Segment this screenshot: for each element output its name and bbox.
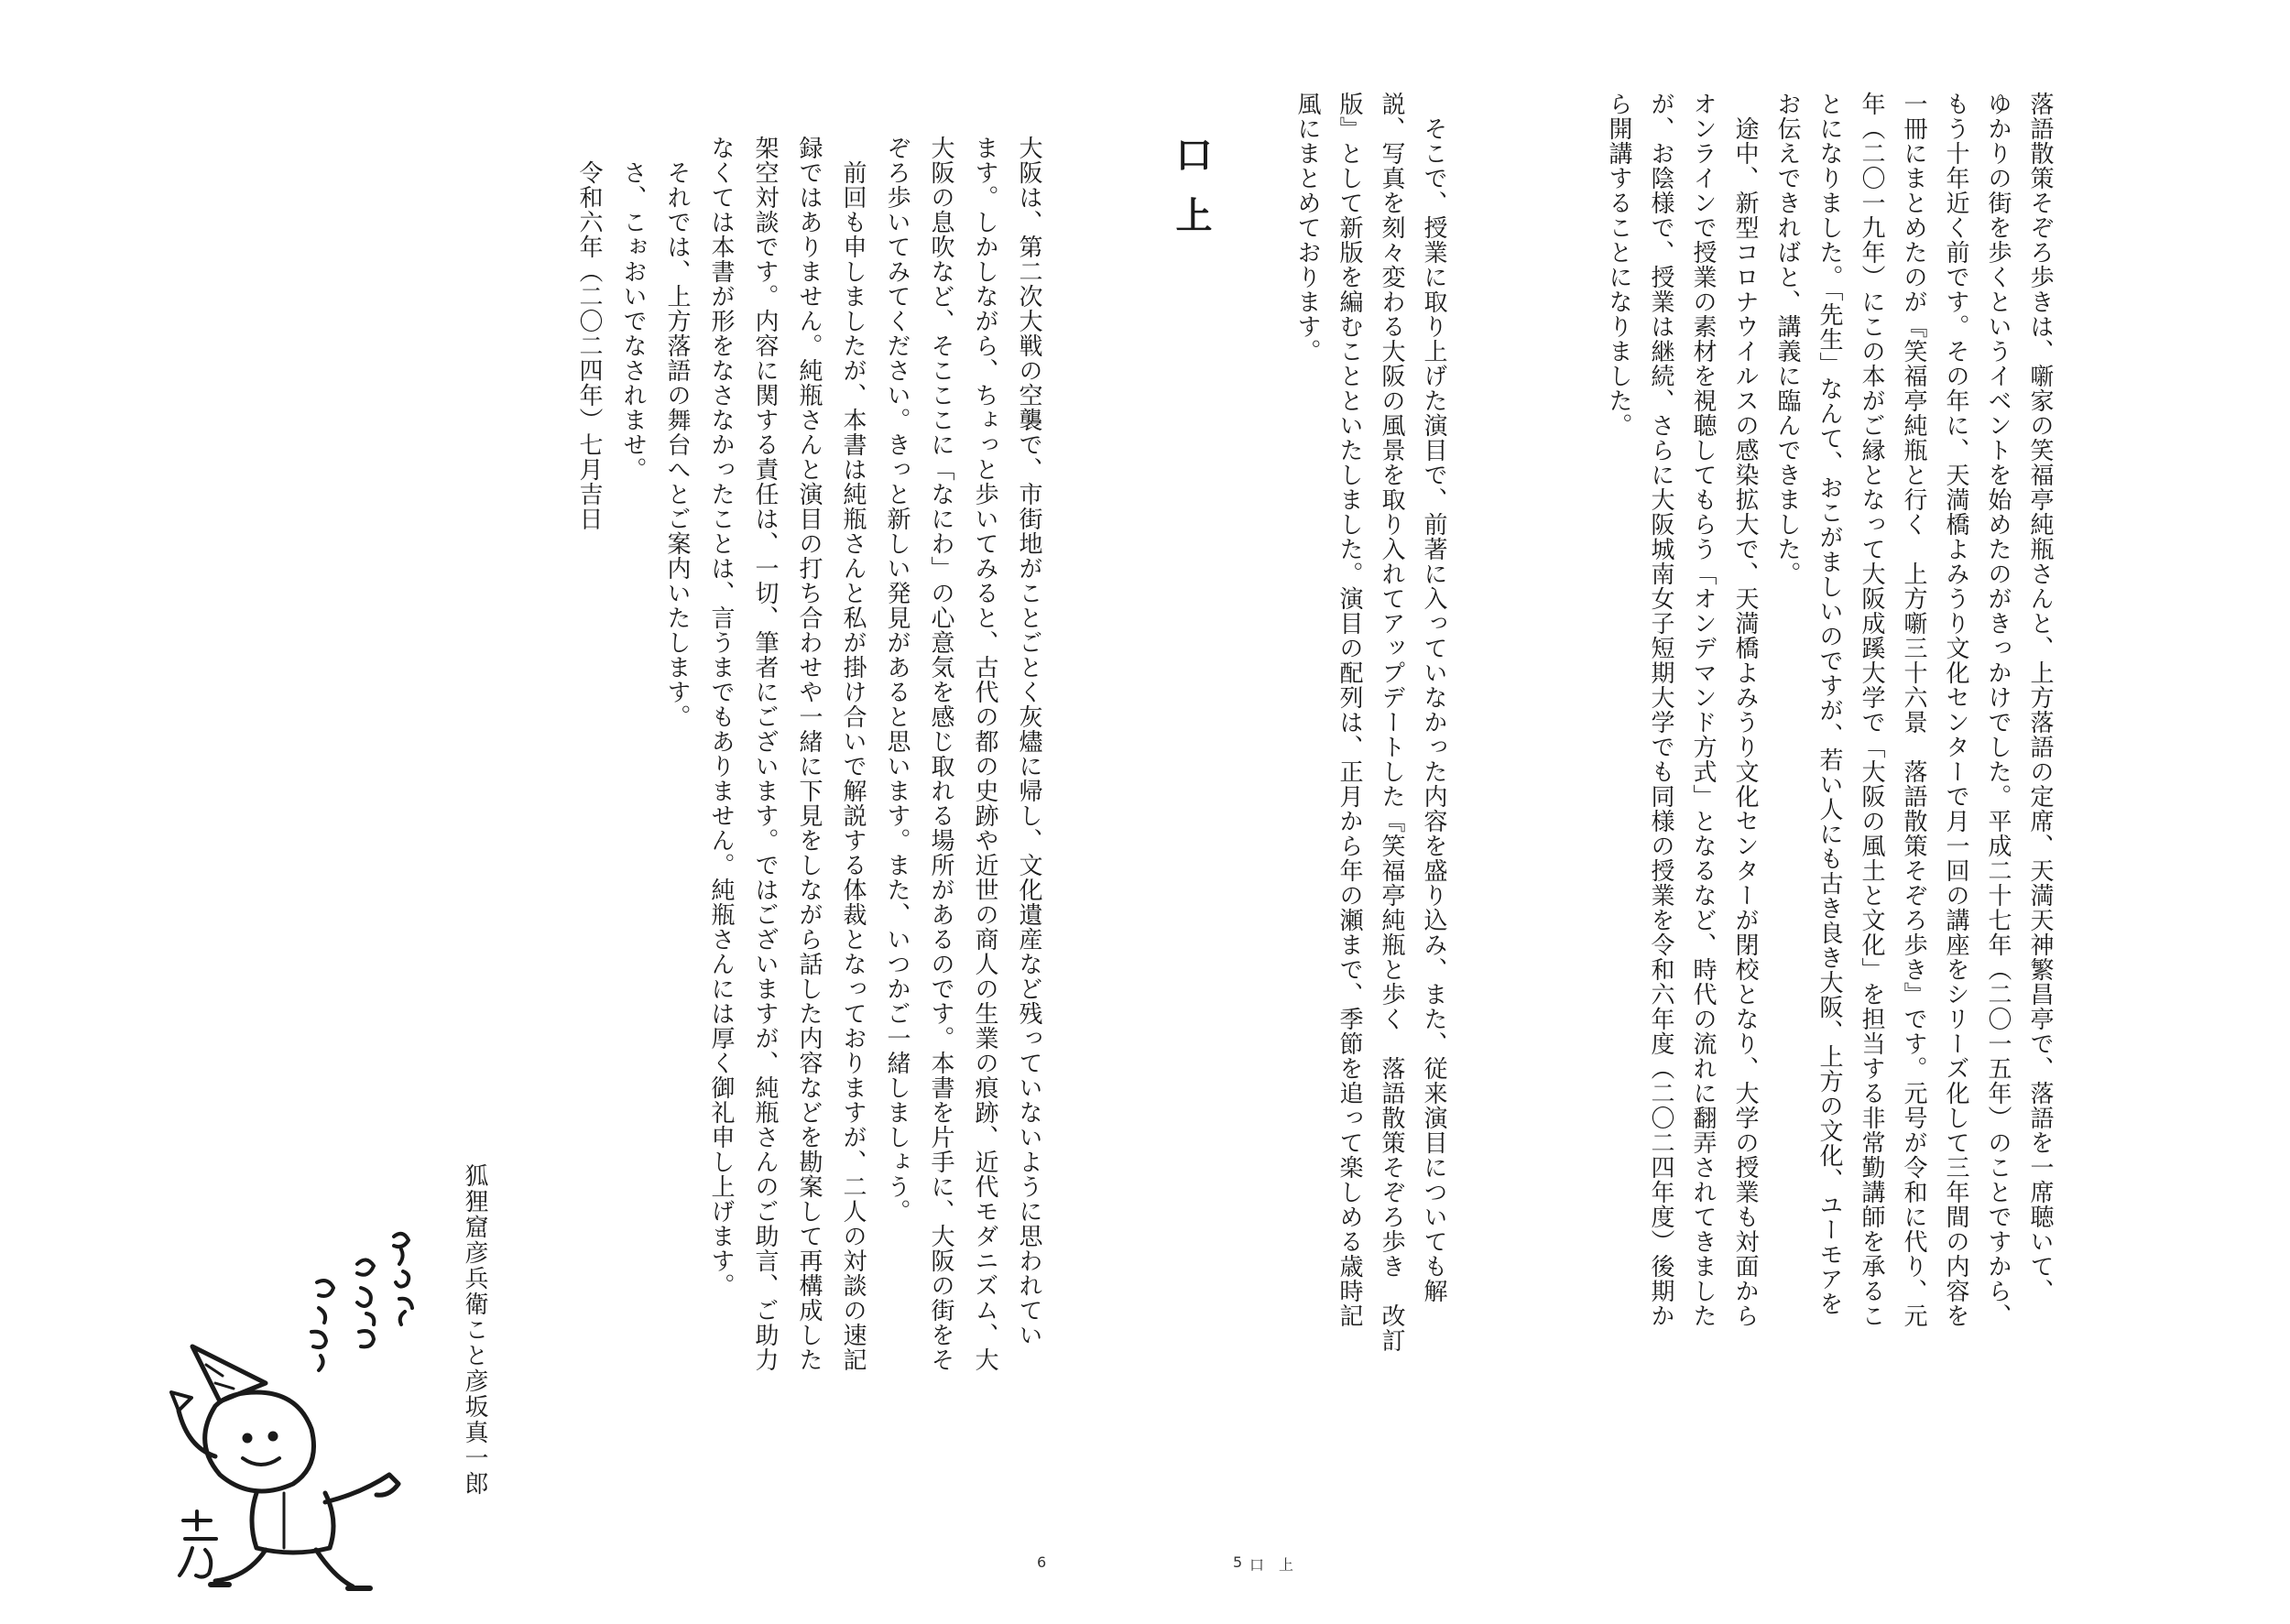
text-line: それでは、上方落語の舞台へとご案内いたします。	[663, 136, 691, 729]
text-line: 架空対談です。内容に関する責任は、一切、筆者にございます。ではございますが、純瓶さんのご助言、ご助力	[751, 136, 779, 1372]
text-line: が、お陰様で、授業は継続、さらに大阪城南女子短期大学でも同様の授業を令和六年度（二〇二四年度）後期か	[1647, 92, 1674, 1328]
text-line: 説、写真を刻々変わる大阪の風景を取り入れてアップデートした『笑福亭純瓶と歩く 落語散策そぞろ歩き 改訂	[1378, 92, 1405, 1353]
text-line: 年（二〇一九年）にこの本がご縁となって大阪成蹊大学で「大阪の風土と文化」を担当する非常勤講師を承るこ	[1858, 92, 1885, 1328]
text-line: 録ではありません。純瓶さんと演目の打ち合わせや一緒に下見をしながら話した内容などを勘案して再構成した	[795, 136, 823, 1372]
text-line: ゆかりの街を歩くというイベントを始めたのがきっかけでした。平成二十七年（二〇一五年）のことですから、	[1984, 92, 2012, 1328]
text-line: 途中、新型コロナウイルスの感染拡大で、天満橋よみうり文化センターが閉校となり、大学の授業も対面から	[1731, 92, 1759, 1328]
text-line: 落語散策そぞろ歩きは、噺家の笑福亭純瓶さんと、上方落語の定席、天満天神繁昌亭で、落語を一席聴いて、	[2026, 92, 2054, 1303]
text-line: 版』として新版を編むことといたしました。演目の配列は、正月から年の瀬まで、季節を追って楽しめる歳時記	[1336, 92, 1363, 1328]
text-line: オンラインで授業の素材を視聴してもらう「オンデマンド方式」となるなど、時代の流れに翻弄されてきました	[1689, 92, 1717, 1328]
text-line: 大阪は、第二次大戦の空襲で、市街地がことごとく灰燼に帰し、文化遺産など残っていないように思われてい	[1015, 136, 1042, 1347]
character-sketch	[165, 1218, 440, 1603]
text-line: さ、こぉおいでなされませ。	[619, 136, 647, 482]
text-line: 令和六年（二〇二四年）七月吉日	[575, 136, 603, 531]
text-line: なくては本書が形をなさなかったことは、言うまでもありません。純瓶さんには厚く御礼申し上げます。	[707, 136, 735, 1298]
text-line: ぞろ歩いてみてください。きっと新しい発見があると思います。また、いつかご一緒しましょう。	[883, 136, 911, 1224]
running-head: 口 上	[1249, 1556, 1294, 1574]
text-line: とになりました。「先生」なんて、おこがましいのですが、若い人にも古き良き大阪、上方の文化、ユーモアを	[1816, 92, 1843, 1316]
text-line: ます。しかしながら、ちょっと歩いてみると、古代の都の史跡や近世の商人の生業の痕跡、近代モダニズム、大	[971, 136, 998, 1372]
text-line: 前回も申しましたが、本書は純瓶さんと私が掛け合いで解説する体裁となっておりますが、二人の対談の速記	[839, 136, 867, 1372]
text-line: お伝えできればと、講義に臨んできました。	[1773, 92, 1801, 586]
text-line: 大阪の息吹など、そこここに「なにわ」の心意気を感じ取れる場所があるのです。本書を片手に、大阪の街をそ	[927, 136, 954, 1372]
text-line: もう十年近く前です。その年に、天満橋よみうり文化センターで月一回の講座をシリーズ化して三年間の内容を	[1942, 92, 1969, 1328]
page-number-left: 6	[1037, 1553, 1047, 1571]
text-line: 一冊にまとめたのが『笑福亭純瓶と行く 上方噺三十六景 落語散策そぞろ歩き』です。元号が令和に代り、元	[1900, 92, 1927, 1328]
text-line: そこで、授業に取り上げた演目で、前著に入っていなかった内容を盛り込み、また、従来演目についても解	[1420, 92, 1447, 1303]
author-signature: 狐狸窟彦兵衛こと彦坂真一郎	[461, 1163, 488, 1497]
page-heading: 口上	[1170, 136, 1213, 256]
page-number-right: 5	[1233, 1553, 1243, 1571]
text-line: 風にまとめております。	[1293, 92, 1321, 364]
text-line: ら開講することになりました。	[1605, 92, 1632, 438]
